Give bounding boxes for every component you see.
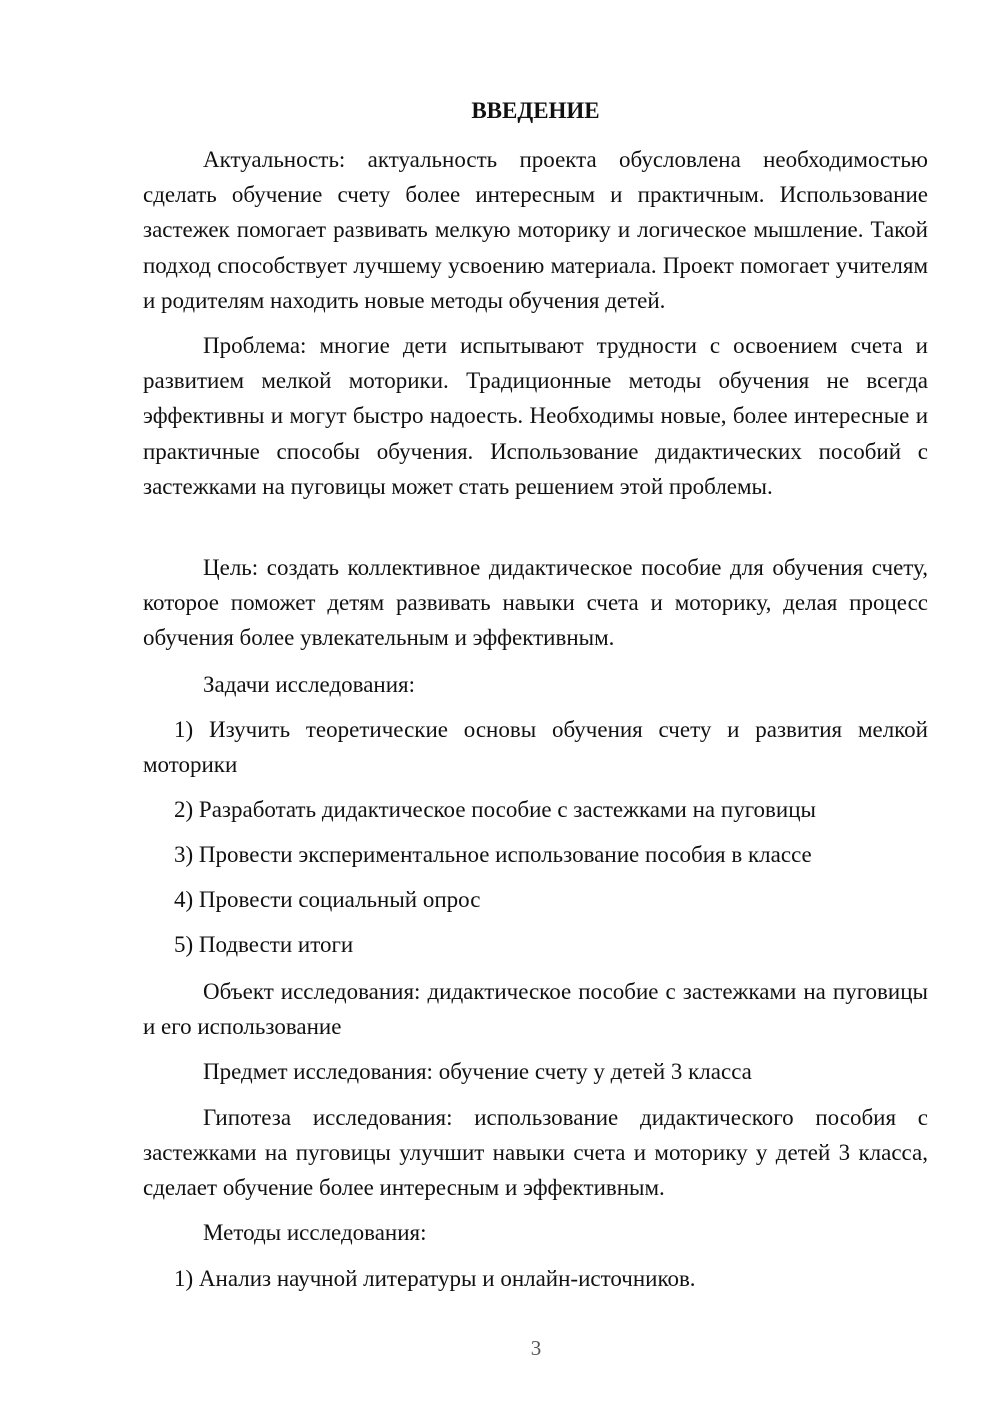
page-number: 3 <box>530 1336 542 1360</box>
task-item-2: 2) Разработать дидактическое пособие с застежками на пуговицы <box>174 797 816 822</box>
paragraph-problem: Проблема: многие дети испытывают трудности с освоением счета и развитием мелкой моторики. Традиционные методы обучения не всегда эффективны и могут быстро надоесть. Необходимы новые, более интересные и практичные способы обучения. Использование дидактических пособий с застежками на пуговицы может стать решением этой проблемы. <box>143 333 928 499</box>
paragraph-subject: Предмет исследования: обучение счету у детей 3 класса <box>203 1059 752 1084</box>
tasks-title: Задачи исследования: <box>203 672 416 697</box>
paragraph-goal: Цель: создать коллективное дидактическое пособие для обучения счету, которое поможет детям развивать навыки счета и моторику, делая процесс обучения более увлекательным и эффективным. <box>143 555 928 651</box>
paragraph-relevance: Актуальность: актуальность проекта обусловлена необходимостью сделать обучение счету более интересным и практичным. Использование застежек помогает развивать мелкую моторику и логическое мышление. Такой подход способствует лучшему усвоению материала. Проект помогает учителям и родителям находить новые методы обучения детей. <box>143 147 928 313</box>
paragraph-object: Объект исследования: дидактическое пособие с застежками на пуговицы и его использование <box>143 979 928 1040</box>
paragraph-hypothesis: Гипотеза исследования: использование дидактического пособия с застежками на пуговицы улучшит навыки счета и моторику у детей 3 класса, сделает обучение более интересным и эффективным. <box>143 1105 928 1201</box>
task-item-4: 4) Провести социальный опрос <box>174 887 481 912</box>
methods-title: Методы исследования: <box>203 1220 427 1245</box>
task-item-3: 3) Провести экспериментальное использование пособия в классе <box>174 842 812 867</box>
task-item-5: 5) Подвести итоги <box>174 932 354 957</box>
page-title: ВВЕДЕНИЕ <box>471 98 600 123</box>
method-item-1: 1) Анализ научной литературы и онлайн-источников. <box>174 1266 696 1291</box>
task-item-1: 1) Изучить теоретические основы обучения счету и развития мелкой моторики <box>143 717 928 778</box>
